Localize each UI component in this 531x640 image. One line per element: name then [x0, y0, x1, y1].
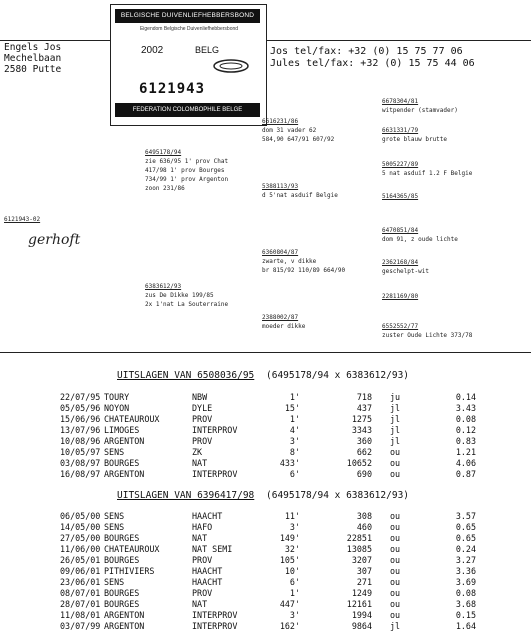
race-coefficient: 0.87	[455, 469, 476, 479]
race-field: 1994	[351, 610, 372, 620]
phone-numbers	[270, 46, 475, 70]
race-prize: 162'	[279, 621, 300, 631]
race-date: 22/07/95	[60, 392, 101, 402]
owner-city: 2580 Putte	[4, 64, 62, 75]
race-category: HAACHT	[192, 577, 223, 587]
race-date: 14/05/00	[60, 522, 101, 532]
race-field: 307	[356, 566, 372, 576]
race-prize: 105'	[279, 555, 300, 565]
race-place: BOURGES	[104, 458, 140, 468]
race-coefficient: 0.08	[455, 414, 476, 424]
race-date: 13/07/96	[60, 425, 101, 435]
race-category: PROV	[192, 436, 213, 446]
race-unit: jl	[390, 425, 401, 435]
race-unit: ou	[390, 533, 401, 543]
race-place: SENS	[104, 577, 125, 587]
pedigree-divider	[0, 352, 531, 353]
race-unit: ou	[390, 522, 401, 532]
race-coefficient: 0.24	[455, 544, 476, 554]
race-unit: ou	[390, 599, 401, 609]
race-place: PITHIVIERS	[104, 566, 155, 576]
race-field: 9864	[351, 621, 372, 631]
race-prize: 149'	[279, 533, 300, 543]
pedigree-sire-dam	[262, 117, 334, 144]
dam-line: zus De Dikke 199/85	[145, 292, 214, 299]
race-coefficient: 0.15	[455, 610, 476, 620]
race-date: 11/08/01	[60, 610, 101, 620]
race-category: NAT SEMI	[192, 544, 233, 554]
race-coefficient: 3.69	[455, 577, 476, 587]
race-field: 460	[356, 522, 372, 532]
results-title-1	[117, 370, 409, 381]
race-place: SENS	[104, 511, 125, 521]
table-row	[0, 458, 531, 469]
pedigree-sire	[145, 148, 228, 193]
race-field: 10652	[346, 458, 372, 468]
race-prize: 433'	[279, 458, 300, 468]
race-unit: ou	[390, 458, 401, 468]
race-field: 437	[356, 403, 372, 413]
race-date: 27/05/00	[60, 533, 101, 543]
race-unit: ju	[390, 392, 401, 402]
race-coefficient: 0.14	[455, 392, 476, 402]
race-category: PROV	[192, 555, 213, 565]
pedigree-sds	[382, 160, 472, 178]
pedigree-dam-sire	[262, 248, 345, 275]
race-prize: 6'	[289, 469, 300, 479]
sd-line: 584,90 647/91 607/92	[262, 136, 335, 143]
race-prize: 3'	[289, 436, 300, 446]
race-date: 09/06/01	[60, 566, 101, 576]
race-unit: ou	[390, 588, 401, 598]
dd-line: moeder dikke	[262, 323, 306, 330]
dsd-ring: 2362168/84	[382, 259, 419, 266]
pedigree-dam-dam	[262, 313, 305, 331]
race-place: CHATEAUROUX	[104, 414, 160, 424]
race-place: BOURGES	[104, 599, 140, 609]
race-date: 05/05/96	[60, 403, 101, 413]
table-row	[0, 621, 531, 632]
race-unit: ou	[390, 566, 401, 576]
dss-ring: 6470851/84	[382, 227, 419, 234]
sire-line: 417/98 1' prov Bourges	[145, 167, 225, 174]
race-coefficient: 0.65	[455, 533, 476, 543]
race-prize: 447'	[279, 599, 300, 609]
table-row	[0, 447, 531, 458]
table-row	[0, 414, 531, 425]
race-category: HAACHT	[192, 566, 223, 576]
phone-jos: Jos tel/fax: +32 (0) 15 75 77 06	[270, 46, 463, 57]
owner-address	[4, 42, 61, 75]
race-coefficient: 0.65	[455, 522, 476, 532]
race-coefficient: 4.06	[455, 458, 476, 468]
table-row	[0, 392, 531, 403]
race-place: SENS	[104, 447, 125, 457]
race-unit: ou	[390, 447, 401, 457]
race-category: PROV	[192, 588, 213, 598]
table-row	[0, 469, 531, 480]
stamp-subtitle: Eigendom Belgische Duivenliefhebbersbond	[139, 26, 239, 32]
race-field: 690	[356, 469, 372, 479]
race-place: ARGENTON	[104, 621, 145, 631]
sss-ring: 6678304/81	[382, 98, 419, 105]
dam-ring: 6383612/93	[145, 283, 182, 290]
race-field: 22851	[346, 533, 372, 543]
race-field: 13085	[346, 544, 372, 554]
race-field: 308	[356, 511, 372, 521]
race-category: PROV	[192, 414, 213, 424]
ds-ring: 6360804/87	[262, 249, 299, 256]
race-field: 718	[356, 392, 372, 402]
stamp-bottom-banner: FEDERATION COLOMBOPHILE BELGE	[115, 103, 260, 117]
table-row	[0, 599, 531, 610]
race-category: INTERPROV	[192, 610, 238, 620]
sire-ring: 6495178/94	[145, 149, 182, 156]
race-unit: jl	[390, 436, 401, 446]
race-coefficient: 0.83	[455, 436, 476, 446]
ss-ring: 5388113/93	[262, 183, 299, 190]
race-date: 10/05/97	[60, 447, 101, 457]
race-place: ARGENTON	[104, 436, 145, 446]
race-place: SENS	[104, 522, 125, 532]
race-prize: 11'	[284, 511, 300, 521]
pedigree-dds	[382, 292, 418, 301]
race-unit: ou	[390, 577, 401, 587]
race-prize: 15'	[284, 403, 300, 413]
race-category: NAT	[192, 533, 208, 543]
race-category: DYLE	[192, 403, 213, 413]
race-place: ARGENTON	[104, 610, 145, 620]
owner-name: Engels Jos	[4, 42, 62, 53]
race-coefficient: 3.57	[455, 511, 476, 521]
race-prize: 3'	[289, 522, 300, 532]
race-category: ZK	[192, 447, 203, 457]
race-place: CHATEAUROUX	[104, 544, 160, 554]
race-place: BOURGES	[104, 588, 140, 598]
dsd-line: geschelpt-wit	[382, 268, 429, 275]
race-category: HAFO	[192, 522, 213, 532]
race-field: 3343	[351, 425, 372, 435]
dam-line: 2x 1'nat La Souterraine	[145, 301, 229, 308]
table-row	[0, 511, 531, 522]
table-row	[0, 588, 531, 599]
ddd-line: zuster Oude Lichte 373/78	[382, 332, 473, 339]
table-row	[0, 522, 531, 533]
race-field: 662	[356, 447, 372, 457]
race-prize: 4'	[289, 425, 300, 435]
results-title-2-prefix: UITSLAGEN VAN 6396417/98	[117, 490, 255, 501]
pedigree-dss	[382, 226, 458, 244]
pedigree-dsd	[382, 258, 429, 276]
race-field: 360	[356, 436, 372, 446]
table-row	[0, 566, 531, 577]
race-unit: ou	[390, 544, 401, 554]
race-place: BOURGES	[104, 555, 140, 565]
race-prize: 32'	[284, 544, 300, 554]
sds-line: 5 nat asduif 1.2 F Belgie	[382, 170, 473, 177]
sdd-ring: 5164365/85	[382, 193, 419, 200]
race-prize: 6'	[289, 577, 300, 587]
race-date: 06/05/00	[60, 511, 101, 521]
race-date: 15/06/96	[60, 414, 101, 424]
results-title-2-suffix: (6495178/94 x 6383612/93)	[266, 490, 410, 501]
race-category: NAT	[192, 458, 208, 468]
race-category: INTERPROV	[192, 469, 238, 479]
race-date: 03/07/99	[60, 621, 101, 631]
race-category: HAACHT	[192, 511, 223, 521]
table-row	[0, 533, 531, 544]
race-coefficient: 3.43	[455, 403, 476, 413]
sire-line: zoon 231/86	[145, 185, 185, 192]
race-prize: 1'	[289, 392, 300, 402]
race-prize: 8'	[289, 447, 300, 457]
ss-line: d 5'nat asduif Belgie	[262, 192, 338, 199]
table-row	[0, 425, 531, 436]
table-row	[0, 403, 531, 414]
pedigree-dam	[145, 282, 228, 309]
owner-street: Mechelbaan	[4, 53, 62, 64]
pedigree-sdd	[382, 192, 418, 201]
stamp-top-banner: BELGISCHE DUIVENLIEFHEBBERSBOND	[115, 9, 260, 23]
sd-line: dom 31 vader 62	[262, 127, 317, 134]
signature	[28, 232, 80, 248]
race-place: LIMOGES	[104, 425, 140, 435]
results-title-1-prefix: UITSLAGEN VAN 6508036/95	[117, 370, 255, 381]
race-date: 08/07/01	[60, 588, 101, 598]
sds-ring: 5005227/89	[382, 161, 419, 168]
sd-ring: 6616231/86	[262, 118, 299, 125]
results-title-1-suffix: (6495178/94 x 6383612/93)	[266, 370, 410, 381]
stamp-ring-number: 6121943	[139, 81, 206, 97]
race-category: NBW	[192, 392, 208, 402]
race-coefficient: 3.68	[455, 599, 476, 609]
race-field: 3207	[351, 555, 372, 565]
table-row	[0, 544, 531, 555]
race-date: 03/08/97	[60, 458, 101, 468]
table-row	[0, 577, 531, 588]
ds-line: zwarte, v dikke	[262, 258, 317, 265]
race-prize: 1'	[289, 588, 300, 598]
sire-line: zie 636/95 1' prov Chat	[145, 158, 229, 165]
race-coefficient: 0.12	[455, 425, 476, 435]
race-prize: 10'	[284, 566, 300, 576]
sire-line: 734/99 1' prov Argenton	[145, 176, 229, 183]
race-field: 12161	[346, 599, 372, 609]
pedigree-ddd	[382, 322, 472, 340]
race-field: 271	[356, 577, 372, 587]
race-unit: jl	[390, 403, 401, 413]
race-date: 16/08/97	[60, 469, 101, 479]
table-row	[0, 436, 531, 447]
race-coefficient: 1.21	[455, 447, 476, 457]
race-unit: ou	[390, 511, 401, 521]
pedigree-sss	[382, 97, 458, 115]
race-place: TOURY	[104, 392, 130, 402]
race-unit: jl	[390, 414, 401, 424]
phone-jules: Jules tel/fax: +32 (0) 15 75 44 06	[270, 58, 475, 69]
ssd-ring: 6631331/79	[382, 127, 419, 134]
dds-ring: 2281169/80	[382, 293, 419, 300]
race-category: INTERPROV	[192, 425, 238, 435]
race-unit: ou	[390, 469, 401, 479]
stamp-country: BELG	[195, 45, 220, 55]
table-row	[0, 610, 531, 621]
signature-text: gerhoft	[28, 232, 81, 248]
results-title-2	[117, 490, 409, 501]
sss-line: witpender (stamvader)	[382, 107, 458, 114]
race-unit: ou	[390, 555, 401, 565]
race-coefficient: 0.08	[455, 588, 476, 598]
race-date: 28/07/01	[60, 599, 101, 609]
race-unit: jl	[390, 621, 401, 631]
dd-ring: 2388002/87	[262, 314, 299, 321]
race-category: NAT	[192, 599, 208, 609]
race-unit: ou	[390, 610, 401, 620]
race-field: 1275	[351, 414, 372, 424]
race-place: ARGENTON	[104, 469, 145, 479]
ring-icon	[211, 57, 251, 75]
race-coefficient: 1.64	[455, 621, 476, 631]
table-row	[0, 555, 531, 566]
race-category: INTERPROV	[192, 621, 238, 631]
pedigree-subject	[4, 215, 40, 224]
race-date: 11/06/00	[60, 544, 101, 554]
ssd-line: grote blauw brutte	[382, 136, 448, 143]
race-coefficient: 3.27	[455, 555, 476, 565]
race-place: BOURGES	[104, 533, 140, 543]
race-prize: 1'	[289, 414, 300, 424]
ds-line: br 815/92 110/89 664/90	[262, 267, 346, 274]
ddd-ring: 6552552/77	[382, 323, 419, 330]
ring-stamp	[110, 4, 267, 126]
race-date: 10/08/96	[60, 436, 101, 446]
race-coefficient: 3.36	[455, 566, 476, 576]
pedigree-sire-sire	[262, 182, 338, 200]
race-field: 1249	[351, 588, 372, 598]
pedigree-subject-ring: 6121943-02	[4, 216, 41, 223]
race-place: NOYON	[104, 403, 130, 413]
race-prize: 3'	[289, 610, 300, 620]
dss-line: dom 91, z oude lichte	[382, 236, 458, 243]
pedigree-ssd	[382, 126, 447, 144]
race-date: 23/06/01	[60, 577, 101, 587]
stamp-year: 2002	[141, 45, 164, 56]
race-date: 26/05/01	[60, 555, 101, 565]
